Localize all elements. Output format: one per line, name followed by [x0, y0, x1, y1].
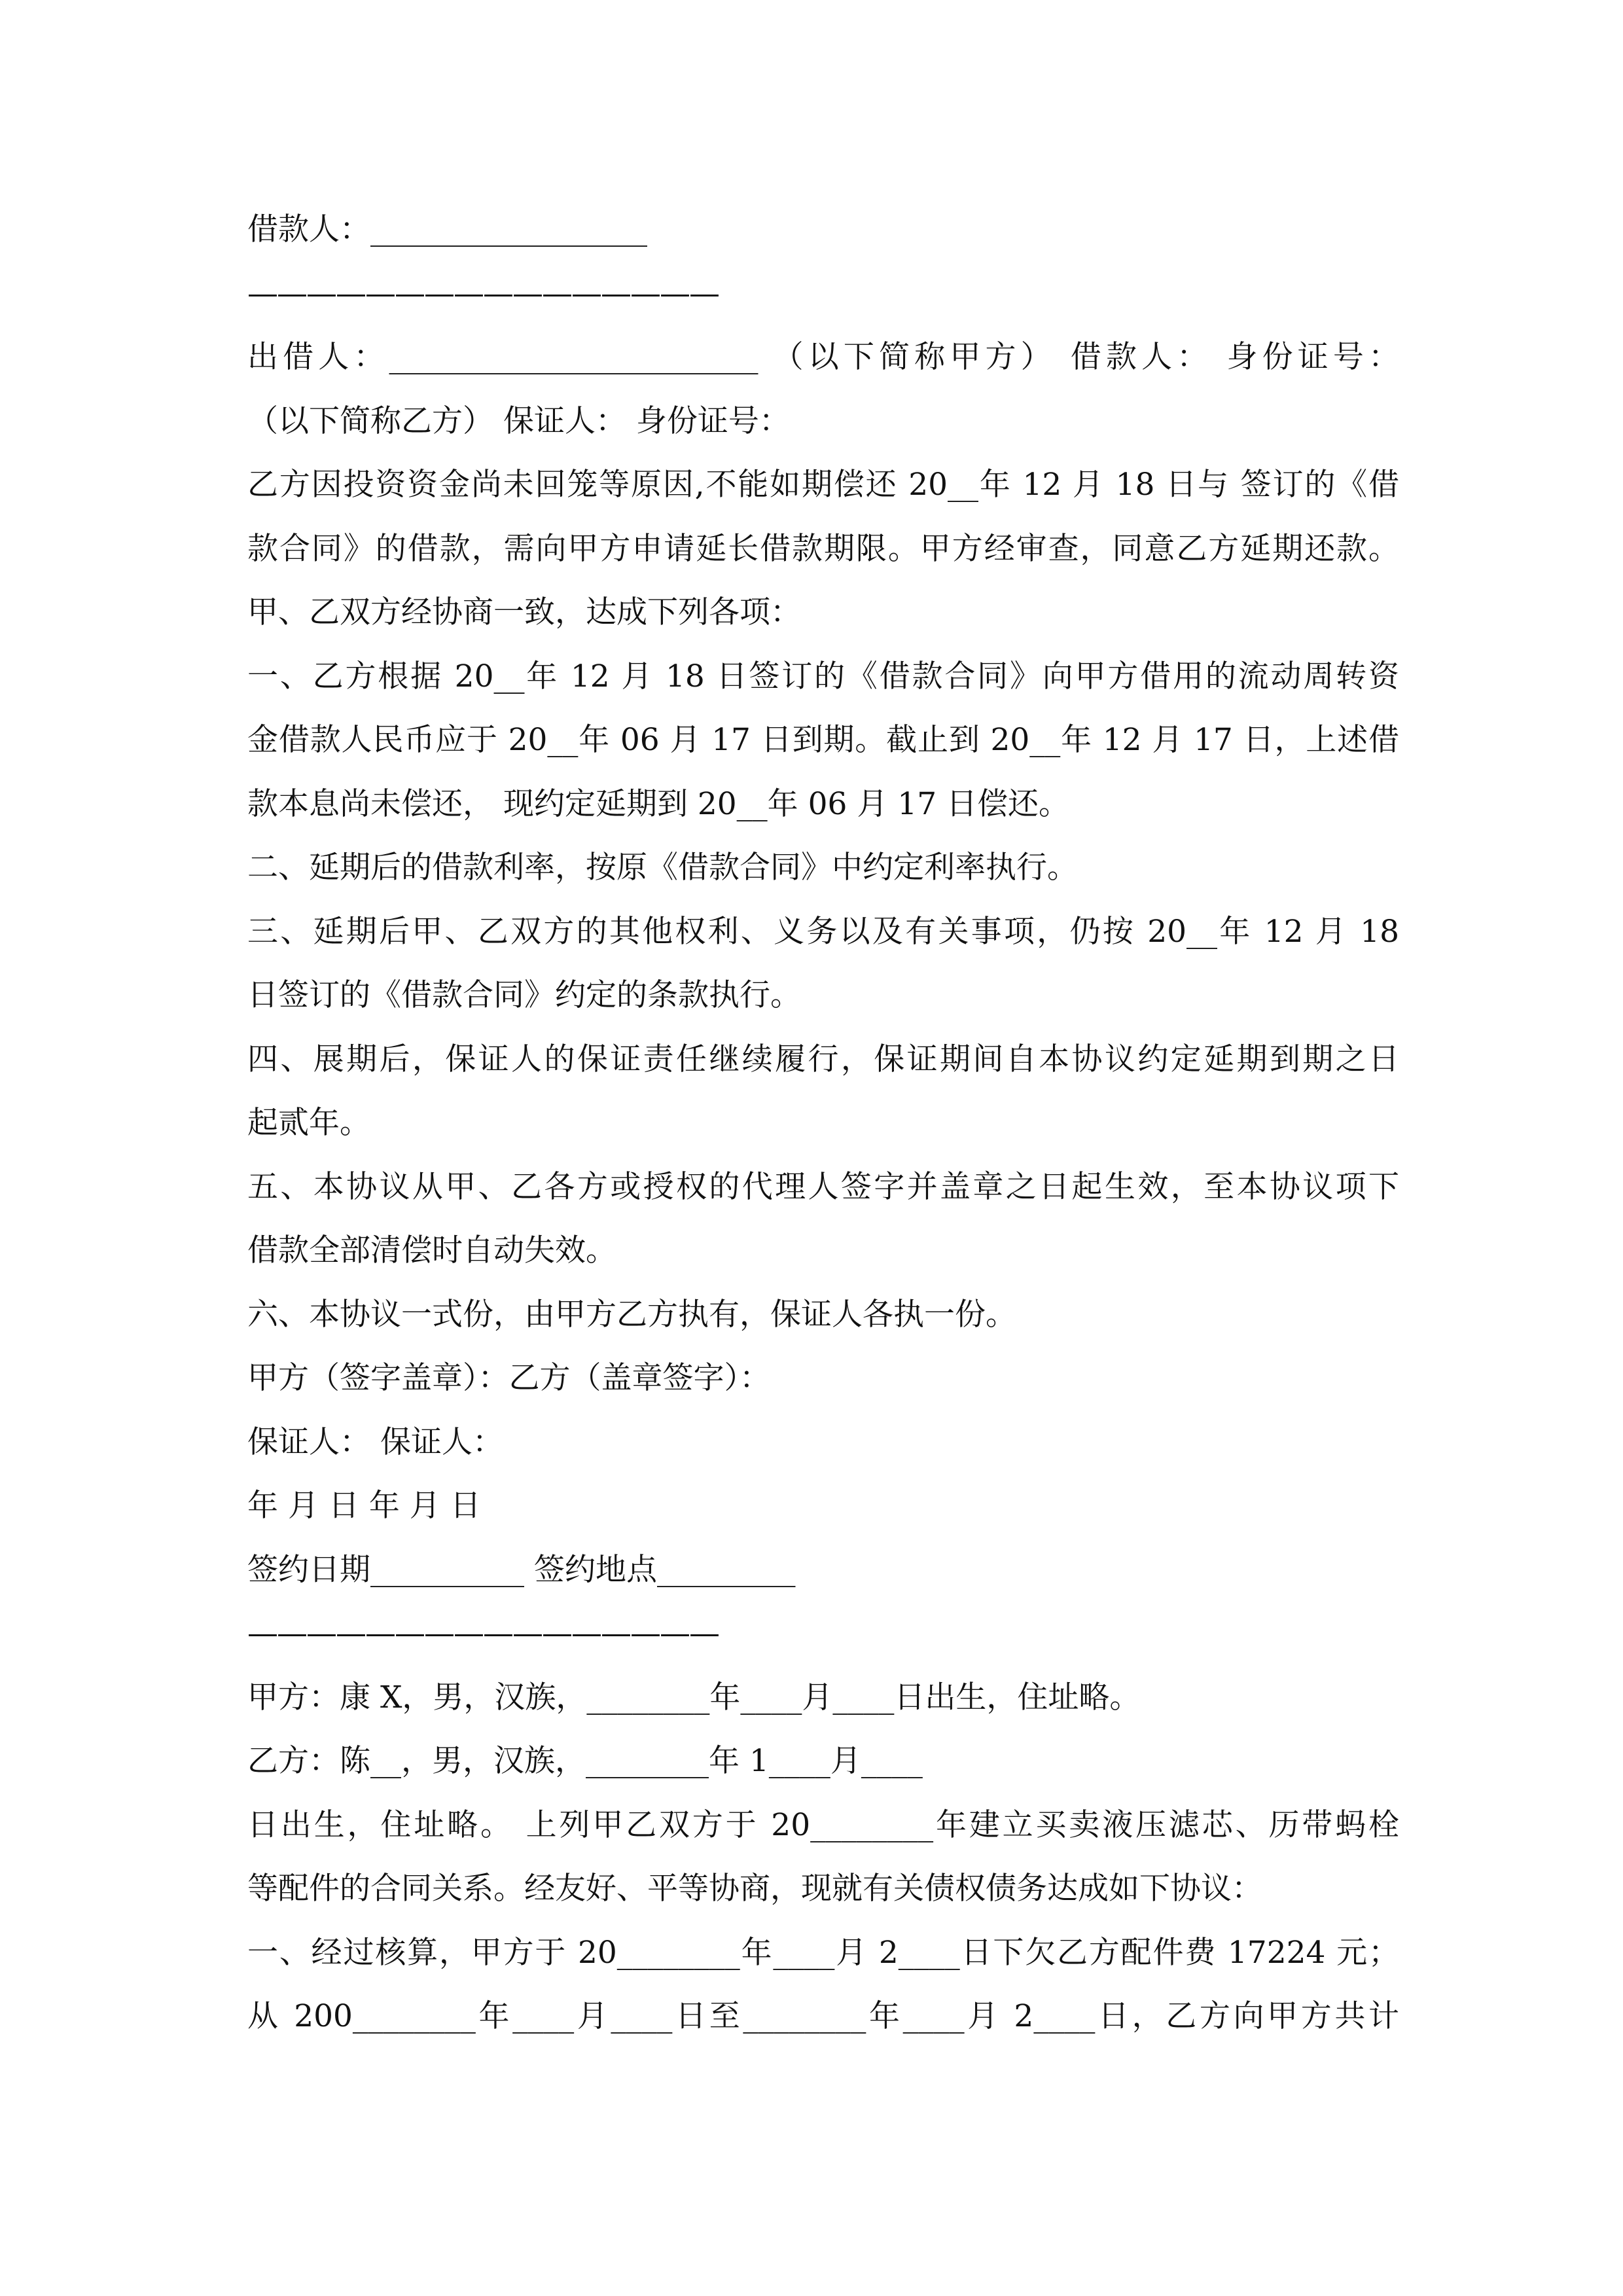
party-b-line: （以下简称乙方） 保证人： 身份证号： — [247, 403, 790, 439]
clause-1-line: 一、乙方根据 20__年 12 月 18 日签订的《借款合同》向甲方借用的流动周转资 — [247, 658, 1399, 694]
clause-1-line: 款本息尚未偿还， 现约定延期到 20__年 06 月 17 日偿还。 — [247, 785, 1070, 822]
clause-4-line: 四、展期后，保证人的保证责任继续履行，保证期间自本协议约定延期到期之日 — [247, 1041, 1399, 1077]
signature-line: 甲方（签字盖章）：乙方（盖章签字）： — [247, 1360, 770, 1396]
clause-3-line: 三、延期后甲、乙双方的其他权利、义务以及有关事项，仍按 20__年 12 月 18 — [247, 913, 1399, 950]
party-a-info-line: 甲方：康 X，男，汉族，________年____月____日出生，住址略。 — [247, 1679, 1141, 1715]
clause-3-line: 日签订的《借款合同》约定的条款执行。 — [247, 977, 801, 1013]
paragraph-line: 日出生，住址略。 上列甲乙双方于 20________年建立买卖液压滤芯、历带蚂栓 — [247, 1806, 1399, 1843]
guarantor-signature-line: 保证人： 保证人： — [247, 1424, 503, 1460]
clause-5-line: 五、本协议从甲、乙各方或授权的代理人签字并盖章之日起生效，至本协议项下 — [247, 1168, 1399, 1205]
debt-clause-line: 一、经过核算，甲方于 20________年____月 2____日下欠乙方配件费 17224 元； — [247, 1934, 1399, 1971]
borrower-line: 借款人：__________________ — [247, 211, 647, 247]
paragraph-line: 乙方因投资资金尚未回笼等原因,不能如期偿还 20__年 12 月 18 日与 签订的《借 — [247, 467, 1399, 503]
clause-6-line: 六、本协议一式份，由甲方乙方执有，保证人各执一份。 — [247, 1296, 1016, 1333]
date-line: 年 月 日 年 月 日 — [247, 1488, 481, 1524]
clause-4-line: 起贰年。 — [247, 1105, 370, 1141]
paragraph-line: 等配件的合同关系。经友好、平等协商，现就有关债权债务达成如下协议： — [247, 1871, 1262, 1907]
debt-clause-line: 从 200________年____月____日至________年____月 2____日，乙方向甲方共计 — [247, 1998, 1399, 2034]
lender-line: 出借人：________________________ （以下简称甲方） 借款人： 身份证号： — [247, 339, 1399, 375]
document-page — [247, 198, 1399, 2049]
clause-1-line: 金借款人民币应于 20__年 06 月 17 日到期。截止到 20__年 12 月 17 日，上述借 — [247, 722, 1399, 758]
party-b-info-line: 乙方：陈__，男，汉族，________年 1____月____ — [247, 1743, 923, 1779]
separator-line: ———————————————— — [247, 1615, 719, 1651]
clause-2-line: 二、延期后的借款利率，按原《借款合同》中约定利率执行。 — [247, 850, 1078, 886]
sign-date-place-line: 签约日期__________ 签约地点_________ — [247, 1551, 796, 1588]
paragraph-line: 甲、乙双方经协商一致，达成下列各项： — [247, 594, 801, 630]
paragraph-line: 款合同》的借款，需向甲方申请延长借款期限。甲方经审查，同意乙方延期还款。 — [247, 530, 1399, 567]
clause-5-line: 借款全部清偿时自动失效。 — [247, 1232, 616, 1268]
separator-line: ———————————————— — [247, 275, 719, 312]
